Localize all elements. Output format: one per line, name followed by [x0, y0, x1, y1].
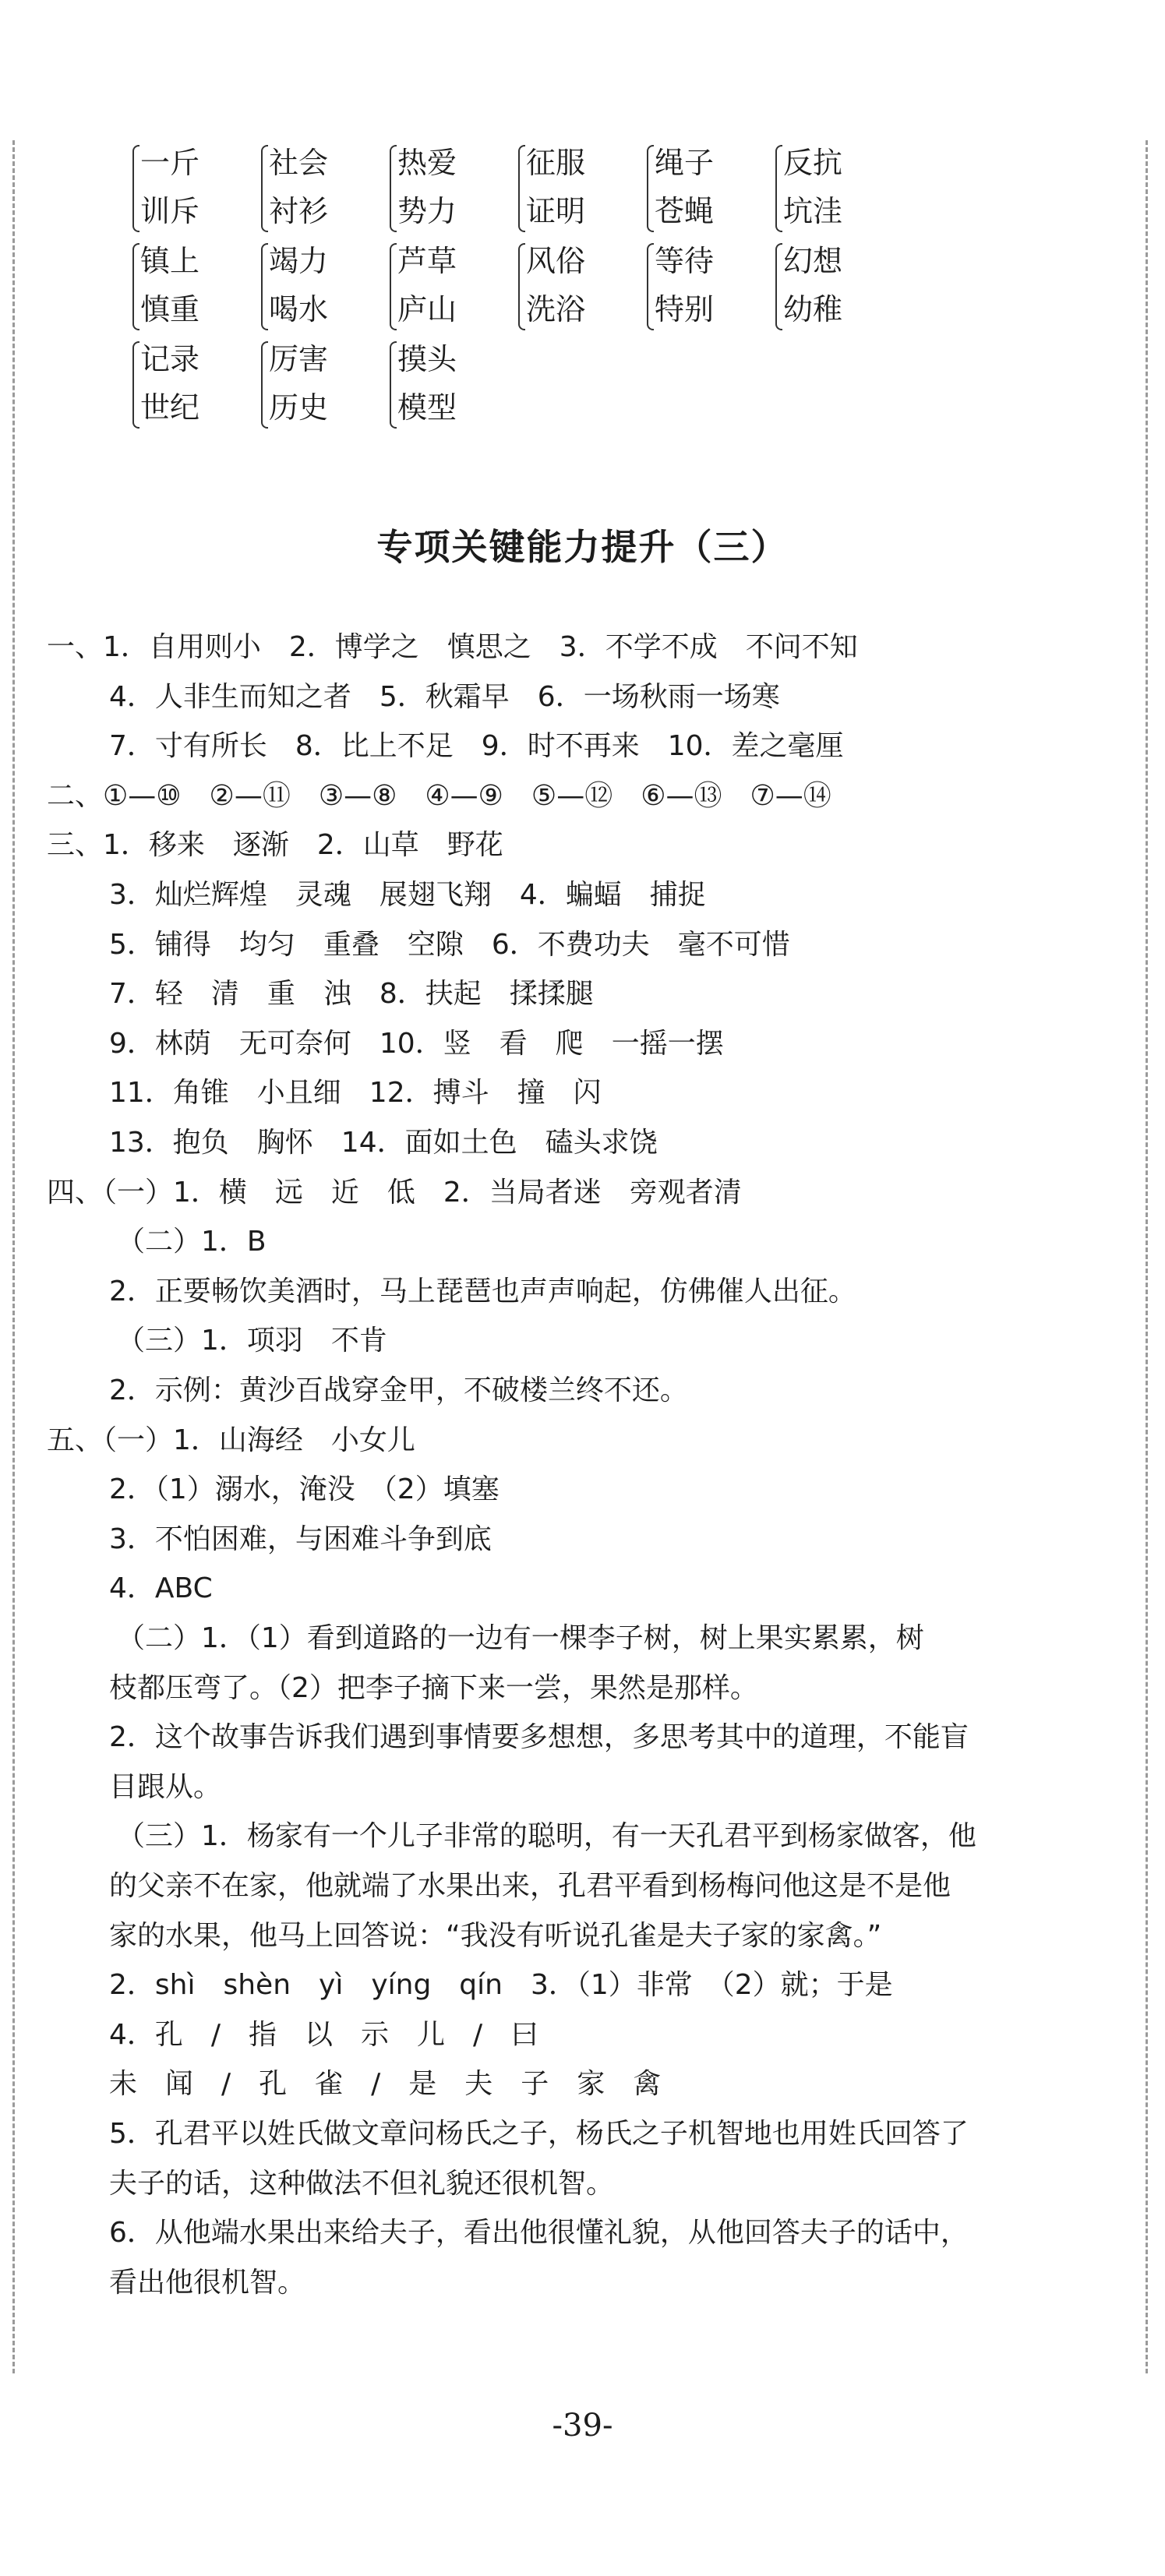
answer-line: 4．人非生而知之者 5．秋霜早 6．一场秋雨一场寒 [109, 680, 780, 713]
answer-line: 四、（一）1．横 远 近 低 2．当局者迷 旁观者清 [47, 1176, 742, 1209]
word: 镇上 [140, 244, 200, 278]
answer-line: 7．轻 清 重 浊 8．扶起 揉揉腿 [109, 978, 594, 1011]
answer-line: 三、1．移来 逐渐 2．山草 野花 [47, 829, 503, 862]
word: 风俗 [526, 244, 586, 278]
word: 庐山 [397, 292, 457, 326]
answer-line: 夫子的话，这种做法不但礼貌还很机智。 [109, 2167, 615, 2200]
answer-line: 7．寸有所长 8．比上不足 9．时不再来 10．差之毫厘 [109, 730, 844, 763]
word: 喝水 [269, 292, 329, 326]
answer-line: 未 闻 / 孔 雀 / 是 夫 子 家 禽 [109, 2068, 662, 2101]
word: 慎重 [140, 292, 200, 326]
answer-line: 五、（一）1．山海经 小女儿 [47, 1424, 415, 1456]
answer-line: （二）1．B [117, 1226, 267, 1258]
answer-line: 5．铺得 均匀 重叠 空隙 6．不费功夫 毫不可惜 [109, 928, 790, 961]
word-pair [655, 237, 714, 333]
answer-line: 家的水果，他马上回答说：“我没有听说孔雀是夫子家的家禽。” [109, 1919, 882, 1952]
word: 摸头 [397, 342, 457, 376]
answer-line: （二）1．（1）看到道路的一边有一棵李子树，树上果实累累，树 [117, 1622, 924, 1654]
answer-line: 4．ABC [109, 1572, 213, 1605]
word: 特别 [655, 292, 715, 326]
word: 世纪 [140, 390, 200, 425]
word: 一斤 [140, 146, 200, 180]
word-pair [269, 139, 328, 235]
word-pair [140, 237, 199, 333]
answer-line: （三）1．项羽 不肯 [117, 1325, 387, 1357]
word: 绳子 [655, 146, 715, 180]
word: 历史 [269, 390, 329, 425]
word: 记录 [140, 342, 200, 376]
answer-line: 9．林荫 无可奈何 10．竖 看 爬 一摇一摆 [109, 1027, 724, 1060]
answer-line: 3．灿烂辉煌 灵魂 展翅飞翔 4．蝙蝠 捕捉 [109, 879, 706, 911]
answer-line: 13．抱负 胸怀 14．面如土色 磕头求饶 [109, 1127, 658, 1159]
word: 训斥 [140, 194, 200, 228]
answer-line: 二、①—⑩ ②—⑪ ③—⑧ ④—⑨ ⑤—⑫ ⑥—⑬ ⑦—⑭ [47, 779, 831, 812]
word: 幻想 [783, 244, 843, 278]
word: 社会 [269, 146, 329, 180]
word: 热爱 [397, 146, 457, 180]
word: 模型 [397, 390, 457, 425]
word: 等待 [655, 244, 715, 278]
answer-line: （三）1．杨家有一个儿子非常的聪明，有一天孔君平到杨家做客，他 [117, 1820, 976, 1853]
word-pair [269, 237, 328, 333]
answer-line: 2．（1）溺水，淹没 （2）填塞 [109, 1473, 500, 1506]
word: 苍蝇 [655, 194, 715, 228]
word-pair [397, 237, 457, 333]
answer-line: 11．角锥 小且细 12．搏斗 撞 闪 [109, 1077, 602, 1110]
page-number: -39- [552, 2408, 613, 2444]
answer-line: 2．正要畅饮美酒时，马上琵琶也声声响起，仿佛催人出征。 [109, 1275, 856, 1307]
word: 势力 [397, 194, 457, 228]
word-pair [526, 139, 585, 235]
word-pair [140, 139, 199, 235]
answer-line: 2．示例：黄沙百战穿金甲，不破楼兰终不还。 [109, 1374, 688, 1406]
answer-line: 目跟从。 [109, 1770, 222, 1803]
answer-line: 4．孔 / 指 以 示 儿 / 曰 [109, 2018, 539, 2051]
word: 竭力 [269, 244, 329, 278]
word: 芦草 [397, 244, 457, 278]
word-pair [655, 139, 714, 235]
word: 征服 [526, 146, 586, 180]
word-pair [397, 335, 457, 432]
word-pair [397, 139, 457, 235]
left-dashed-border [12, 140, 15, 2373]
word-pair [140, 335, 199, 432]
answer-line: 3．不怕困难，与困难斗争到底 [109, 1523, 492, 1555]
word-pair [783, 139, 842, 235]
word: 证明 [526, 194, 586, 228]
word: 衬衫 [269, 194, 329, 228]
word: 洗浴 [526, 292, 586, 326]
right-dashed-border [1146, 140, 1148, 2373]
answer-line: 枝都压弯了。（2）把李子摘下来一尝，果然是那样。 [109, 1671, 758, 1704]
answer-line: 6．从他端水果出来给夫子，看出他很懂礼貌，从他回答夫子的话中， [109, 2217, 969, 2250]
answer-line: 看出他很机智。 [109, 2266, 306, 2299]
answer-line: 2．shì shèn yì yíng qín 3．（1）非常 （2）就；于是 [109, 1969, 893, 2002]
word-pair [269, 335, 328, 432]
answer-line: 5．孔君平以姓氏做文章问杨氏之子，杨氏之子机智地也用姓氏回答了 [109, 2118, 969, 2150]
word: 幼稚 [783, 292, 843, 326]
word: 坑洼 [783, 194, 843, 228]
section-title: 专项关键能力提升（三） [376, 526, 789, 568]
word-pair [526, 237, 585, 333]
answer-line: 一、1．自用则小 2．博学之 慎思之 3．不学不成 不问不知 [47, 631, 858, 663]
answer-line: 的父亲不在家，他就端了水果出来，孔君平看到杨梅问他这是不是他 [109, 1870, 951, 1902]
word: 反抗 [783, 146, 843, 180]
word: 厉害 [269, 342, 329, 376]
answer-line: 2．这个故事告诉我们遇到事情要多想想，多思考其中的道理，不能盲 [109, 1721, 969, 1754]
word-pair [783, 237, 842, 333]
